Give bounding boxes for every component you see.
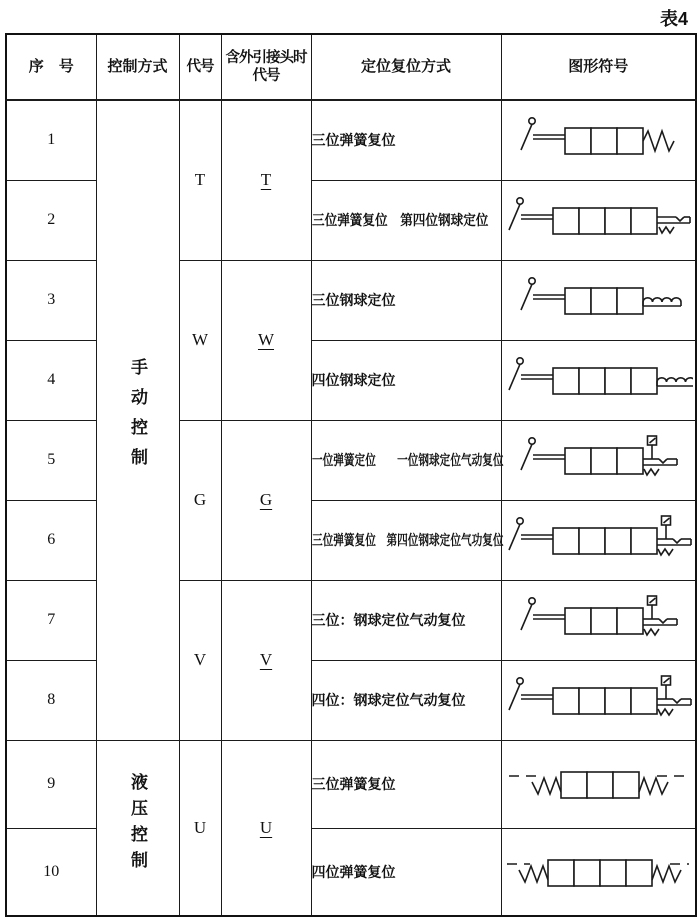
code-cell: U (179, 740, 221, 916)
table-title-label: 表4 (659, 9, 688, 29)
serial-cell: 3 (6, 260, 96, 340)
serial-cell: 4 (6, 340, 96, 420)
code-ext-cell: U (221, 740, 311, 916)
valve-symbol (503, 840, 693, 904)
code-ext-cell: V (221, 580, 311, 740)
positioning-method-cell: 四位：钢球定位气动复位 (311, 660, 501, 740)
positioning-method-cell: 三位弹簧复位 第四位钢球定位气功复位 (311, 500, 501, 580)
serial-cell: 6 (6, 500, 96, 580)
symbol-cell (501, 740, 696, 828)
serial-cell: 9 (6, 740, 96, 828)
serial-cell: 8 (6, 660, 96, 740)
symbol-cell (501, 180, 696, 260)
valve-symbol (503, 428, 693, 492)
positioning-method-cell: 三位弹簧复位 (311, 740, 501, 828)
serial-cell: 5 (6, 420, 96, 500)
column-header-code-ext: 含外引接头时代号 (221, 34, 311, 100)
positioning-method-cell: 一位弹簧定位 一位钢球定位气动复位 (311, 420, 501, 500)
table-row (6, 100, 696, 180)
column-header-symbol: 图形符号 (501, 34, 696, 100)
symbol-cell (501, 580, 696, 660)
positioning-method-cell: 四位弹簧复位 (311, 828, 501, 916)
column-header-serial: 序 号 (6, 34, 96, 100)
positioning-method-cell: 三位弹簧复位 (311, 100, 501, 180)
control-method-label: 手动控制 (128, 357, 147, 478)
table-row (6, 740, 696, 828)
serial-cell: 2 (6, 180, 96, 260)
control-method-cell-hydraulic (96, 740, 179, 916)
valve-symbol (503, 588, 693, 652)
symbol-cell (501, 828, 696, 916)
positioning-method-cell: 三位：钢球定位气动复位 (311, 580, 501, 660)
positioning-method-cell: 三位钢球定位 (311, 260, 501, 340)
symbol-cell (501, 100, 696, 180)
code-cell: T (179, 100, 221, 260)
code-ext-cell: G (221, 420, 311, 580)
valve-symbol (503, 108, 693, 172)
code-cell: V (179, 580, 221, 740)
valve-symbol (503, 348, 693, 412)
symbol-cell (501, 260, 696, 340)
positioning-method-cell: 四位钢球定位 (311, 340, 501, 420)
symbol-cell (501, 420, 696, 500)
positioning-method-cell: 三位弹簧复位 第四位钢球定位 (311, 180, 501, 260)
code-ext-cell: T (221, 100, 311, 260)
valve-symbol (503, 508, 693, 572)
valve-symbol (503, 268, 693, 332)
symbol-cell (501, 500, 696, 580)
serial-cell: 7 (6, 580, 96, 660)
control-method-label: 液压控制 (128, 773, 147, 878)
parts-table (5, 33, 697, 917)
column-header-control: 控制方式 (96, 34, 179, 100)
column-header-code: 代号 (179, 34, 221, 100)
valve-symbol (503, 668, 693, 732)
serial-cell: 1 (6, 100, 96, 180)
valve-symbol (503, 752, 693, 816)
control-method-cell-manual (96, 100, 179, 740)
valve-symbol (503, 188, 693, 252)
symbol-cell (501, 340, 696, 420)
code-ext-cell: W (221, 260, 311, 420)
symbol-cell (501, 660, 696, 740)
code-cell: G (179, 420, 221, 580)
column-header-positioning: 定位复位方式 (311, 34, 501, 100)
serial-cell: 10 (6, 828, 96, 916)
code-cell: W (179, 260, 221, 420)
